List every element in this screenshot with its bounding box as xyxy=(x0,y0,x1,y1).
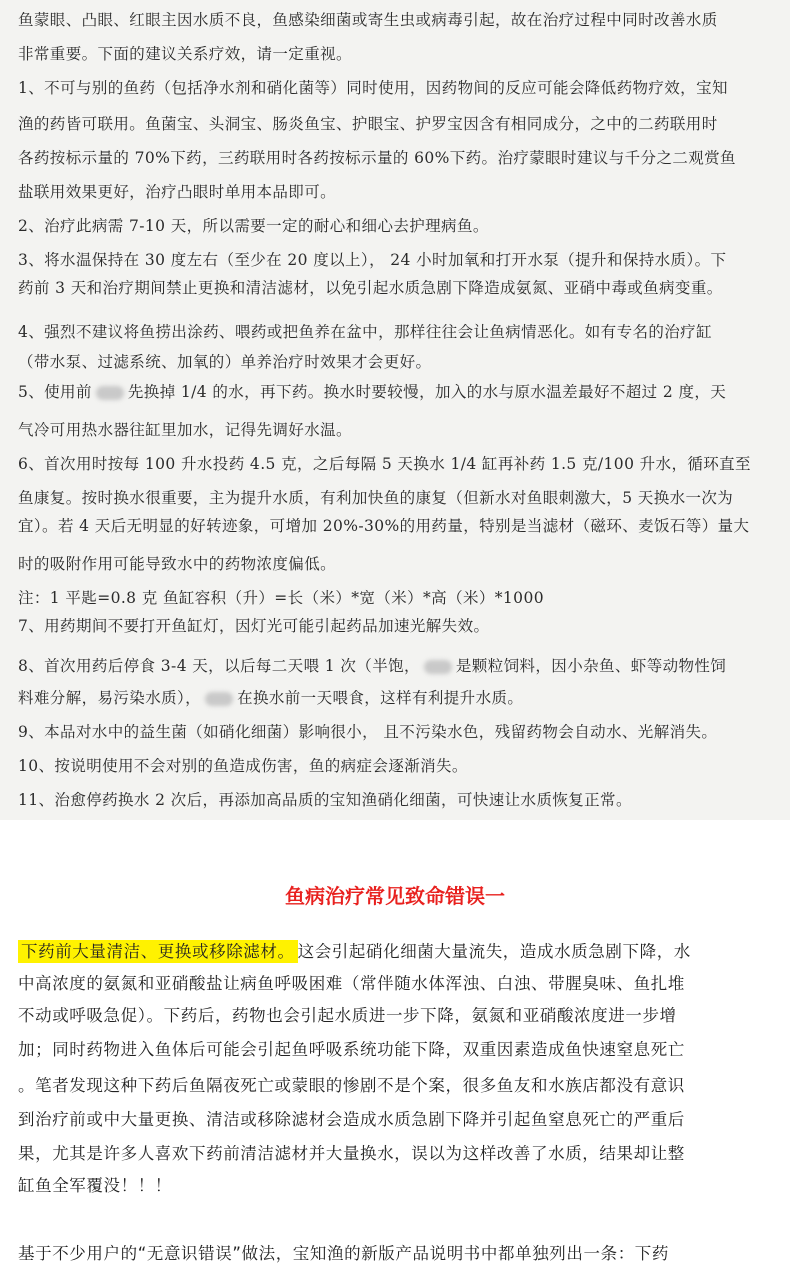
manual-line: 非常重要。下面的建议关系疗效，请一定重视。 xyxy=(18,45,352,63)
manual-line xyxy=(18,654,726,676)
article-line: 缸鱼全军覆没！！！ xyxy=(18,1176,172,1195)
article-line: 不动或呼吸急促）。下药后，药物也会引起水质进一步下降，氨氮和亚硝酸浓度进一步增 xyxy=(18,1006,677,1025)
manual-line: 1、不可与别的鱼药（包括净水剂和硝化菌等）同时使用，因药物间的反应可能会降低药物疗效，宝知 xyxy=(18,79,728,97)
highlighted-text: 下药前大量清洁、更换或移除滤材。 xyxy=(18,940,298,963)
manual-line: 4、强烈不建议将鱼捞出涂药、喂药或把鱼养在盆中，那样往往会让鱼病情恶化。如有专名的治疗缸 xyxy=(18,323,712,341)
manual-line xyxy=(18,380,726,402)
manual-line: （带水泵、过滤系统、加氧的）单养治疗时效果才会更好。 xyxy=(18,353,432,371)
manual-line: 7、用药期间不要打开鱼缸灯，因灯光可能引起药品加速光解失效。 xyxy=(18,617,490,635)
article-line: 果，尤其是许多人喜欢下药前清洁滤材并大量换水，误以为这样改善了水质，结果却让整 xyxy=(18,1144,685,1163)
manual-line: 渔的药皆可联用。鱼菌宝、头洞宝、肠炎鱼宝、护眼宝、护罗宝因含有相同成分，之中的二药联用时 xyxy=(18,115,718,133)
article-line: 。笔者发现这种下药后鱼隔夜死亡或蒙眼的惨剧不是个案，很多鱼友和水族店都没有意识 xyxy=(18,1076,685,1095)
manual-line: 盐联用效果更好，治疗凸眼时单用本品即可。 xyxy=(18,183,337,201)
manual-line: 6、首次用时按每 100 升水投药 4.5 克，之后每隔 5 天换水 1/4 缸再补药 1.5 克/100 升水，循环直至 xyxy=(18,455,751,473)
manual-line: 鱼康复。按时换水很重要，主为提升水质，有利加快鱼的康复（但新水对鱼眼刺激大，5 天换水一次为 xyxy=(18,489,734,507)
manual-line: 2、治疗此病需 7-10 天，所以需要一定的耐心和细心去护理病鱼。 xyxy=(18,217,489,235)
manual-line-part: 先换掉 1/4 的水，再下药。换水时要较慢，加入的水与原水温差最好不超过 2 度，天 xyxy=(127,383,727,401)
manual-line-part: 8、首次用药后停食 3-4 天，以后每二天喂 1 次（半饱， xyxy=(18,657,420,675)
manual-line: 9、本品对水中的益生菌（如硝化细菌）影响很小， 且不污染水色，残留药物会自动水、光解消失。 xyxy=(18,723,718,741)
redacted-blur xyxy=(424,660,452,674)
manual-line: 宜）。若 4 天后无明显的好转迹象，可增加 20%-30%的用药量，特别是当滤材（磁环、麦饭石等）量大 xyxy=(18,517,750,535)
article-line-part: 这会引起硝化细菌大量流失，造成水质急剧下降，水 xyxy=(297,942,691,961)
manual-line: 药前 3 天和治疗期间禁止更换和清洁滤材，以免引起水质急剧下降造成氨氮、亚硝中毒或鱼病变重。 xyxy=(18,279,723,297)
manual-line-part: 是颗粒饲料，因小杂鱼、虾等动物性饲 xyxy=(455,657,727,675)
manual-line: 10、按说明使用不会对别的鱼造成伤害，鱼的病症会逐渐消失。 xyxy=(18,757,468,775)
manual-line: 时的吸附作用可能导致水中的药物浓度偏低。 xyxy=(18,555,337,573)
manual-line: 注：1 平匙=0.8 克 鱼缸容积（升）=长（米）*宽（米）*高（米）*1000 xyxy=(18,589,544,607)
manual-line-part: 料难分解，易污染水质）， xyxy=(18,689,202,707)
article-line: 基于不少用户的“无意识错误”做法，宝知渔的新版产品说明书中都单独列出一条：下药 xyxy=(18,1244,669,1263)
redacted-blur xyxy=(96,386,124,400)
article-title: 鱼病治疗常见致命错误一 xyxy=(285,884,505,908)
manual-line: 3、将水温保持在 30 度左右（至少在 20 度以上）， 24 小时加氧和打开水泵（提升和保持水质）。下 xyxy=(18,251,727,269)
manual-line: 11、治愈停药换水 2 次后，再添加高品质的宝知渔硝化细菌，可快速让水质恢复正常。 xyxy=(18,791,632,809)
manual-line: 鱼蒙眼、凸眼、红眼主因水质不良，鱼感染细菌或寄生虫或病毒引起，故在治疗过程中同时改善水质 xyxy=(18,11,718,29)
manual-line: 各药按标示量的 70%下药，三药联用时各药按标示量的 60%下药。治疗蒙眼时建议与千分之二观赏鱼 xyxy=(18,149,736,167)
article-line: 到治疗前或中大量更换、清洁或移除滤材会造成水质急剧下降并引起鱼窒息死亡的严重后 xyxy=(18,1110,685,1129)
redacted-blur xyxy=(205,692,233,706)
manual-line xyxy=(18,686,523,708)
manual-line: 气冷可用热水器往缸里加水，记得先调好水温。 xyxy=(18,421,352,439)
article-line: 加；同时药物进入鱼体后可能会引起鱼呼吸系统功能下降，双重因素造成鱼快速窒息死亡 xyxy=(18,1040,685,1059)
article-line xyxy=(18,938,691,962)
article-line: 中高浓度的氨氮和亚硝酸盐让病鱼呼吸困难（常伴随水体浑浊、白浊、带腥臭味、鱼扎堆 xyxy=(18,974,685,993)
manual-line-part: 在换水前一天喂食，这样有利提升水质。 xyxy=(237,689,524,707)
manual-line-part: 5、使用前 xyxy=(18,383,92,401)
